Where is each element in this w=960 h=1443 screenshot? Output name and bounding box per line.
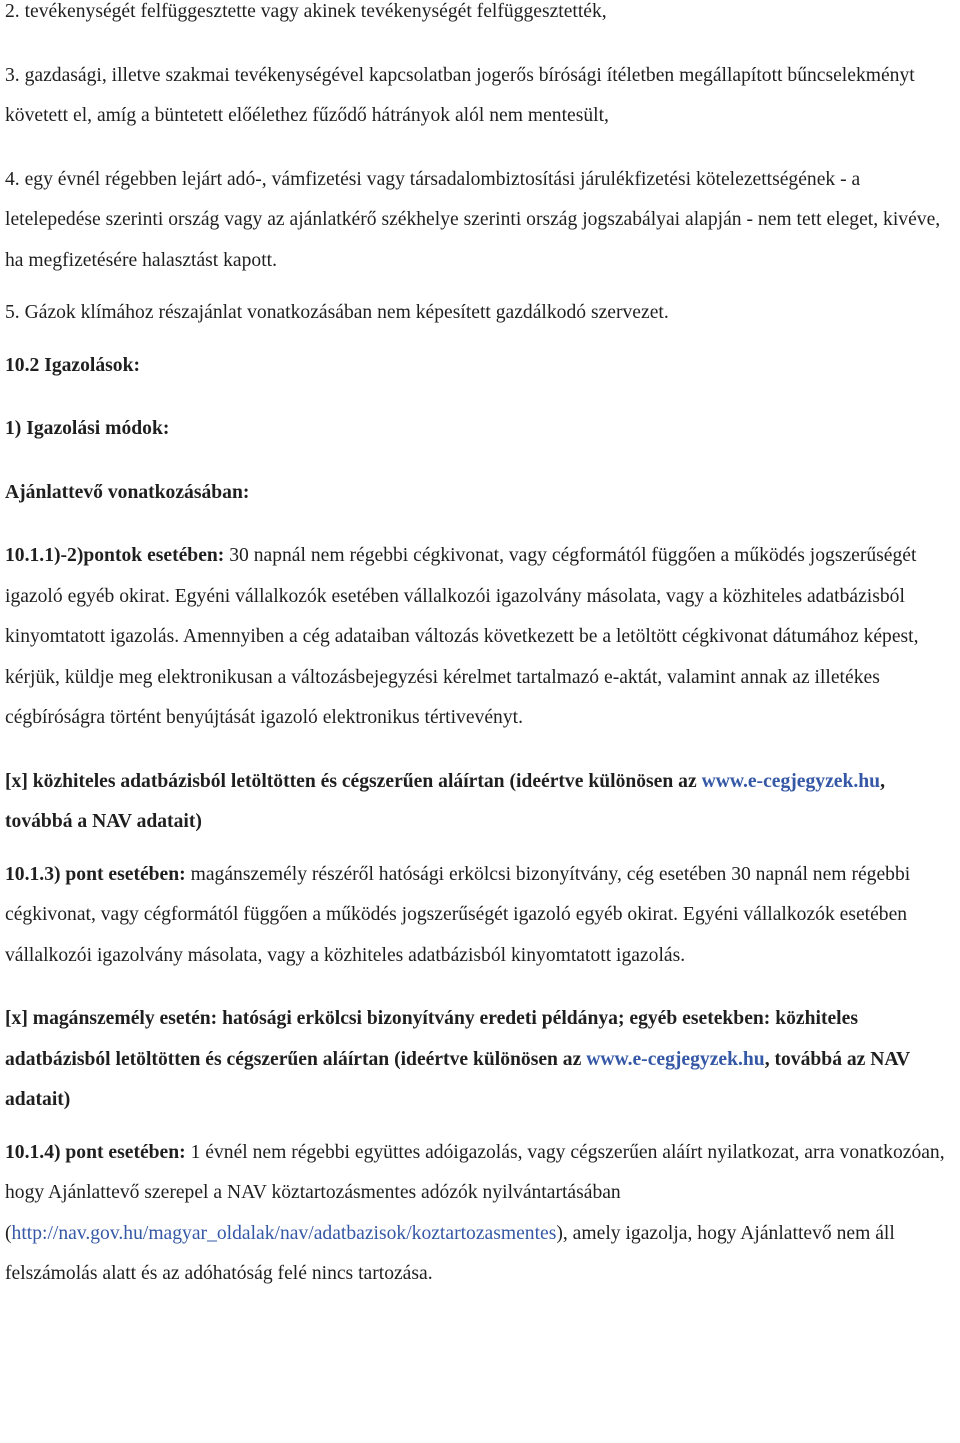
heading-ajanlattevo (5, 473, 957, 514)
heading-igazolasi-modok-text: 1) Igazolási módok: (5, 418, 170, 439)
checkbox-line-1 (5, 762, 957, 843)
section-10-1-3 (5, 855, 957, 977)
heading-igazolasi-modok (5, 409, 957, 450)
section-10-1-4 (5, 1133, 957, 1295)
list-item-5: 5. Gázok klímához részajánlat vonatkozásában nem képesített gazdálkodó szervezet. (5, 302, 669, 323)
checkbox-line-1-tail: , továbbá a NAV adatait) (5, 770, 885, 832)
section-10-1-1-2-label: 10.1.1)-2)pontok esetében: (5, 545, 225, 566)
section-10-1-1-2-text: 30 napnál nem régebbi cégkivonat, vagy cégformától függően a működés jogszerűségét igazoló egyéb okirat. Egyéni vállalkozók esetében vállalkozói igazolvány másolata, vagy a közhiteles adatbázisból kinyomtatott igazolás. Amennyiben a cég adataiban változás következett be a letöltött cégkivonat dátumához képest, kérjük, küldje meg elektronikusan a változásbejegyzési kérelmet tartalmazó e-aktát, valamint annak az illetékes cégbíróságra történt benyújtását igazoló elektronikus tértivevényt. (5, 545, 919, 728)
section-10-1-1-2 (5, 536, 957, 739)
document-body (5, 0, 957, 1295)
section-10-1-3-text: magánszemély részéről hatósági erkölcsi bizonyítvány, cég esetében 30 napnál nem régebbi cégkivonat, vagy cégformától függően a működés jogszerűségét igazoló egyéb okirat. Egyéni vállalkozók esetében vállalkozói igazolvány másolata, vagy a közhiteles adatbázisból kinyomtatott igazolás. (5, 863, 911, 966)
section-10-1-4-text: 1 évnél nem régebbi együttes adóigazolás, vagy cégszerűen aláírt nyilatkozat, arra vonatkozóan, hogy Ajánlattevő szerepel a NAV köztartozásmentes adózók nyilvántartásában ( (5, 1141, 945, 1244)
list-item-2: 2. tevékenységét felfüggesztette vagy akinek tevékenységét felfüggesztették, (5, 1, 607, 22)
list-item-4: 4. egy évnél régebben lejárt adó-, vámfizetési vagy társadalombiztosítási járulékfizetési kötelezettségének - a letelepedése szerinti ország vagy az ajánlatkérő székhelye szerinti ország jogszabályai alapján - nem tett eleget, kivéve, ha megfizetésére halasztást kapott. (5, 168, 941, 271)
heading-igazolasok-text: 10.2 Igazolások: (5, 354, 140, 376)
heading-igazolasok (5, 346, 957, 387)
checkbox-line-2 (5, 999, 957, 1121)
checkbox-line-1-text: [x] közhiteles adatbázisból letöltötten és cégszerűen aláírtan (ideértve különösen az (5, 770, 702, 792)
checkbox-line-2-text: [x] magánszemély esetén: hatósági erkölcsi bizonyítvány eredeti példánya; egyéb esetekben: közhiteles adatbázisból letöltötten és cégszerűen aláírtan (ideértve különösen az (5, 1008, 858, 1070)
section-10-1-4-label: 10.1.4) pont esetében: (5, 1141, 186, 1163)
e-cegjegyzek-link-1[interactable]: www.e-cegjegyzek.hu (701, 770, 881, 792)
e-cegjegyzek-link-2[interactable]: www.e-cegjegyzek.hu (586, 1048, 765, 1070)
section-10-1-3-label: 10.1.3) pont esetében: (5, 863, 186, 885)
list-item-3: 3. gazdasági, illetve szakmai tevékenységével kapcsolatban jogerős bírósági ítéletben megállapított bűncselekményt követett el, amíg a büntetett előélethez fűződő hátrányok alól nem mentesült, (5, 64, 915, 126)
heading-ajanlattevo-text: Ajánlattevő vonatkozásában: (5, 481, 250, 503)
section-10-1-4-tail: ), amely igazolja, hogy Ajánlattevő nem áll felszámolás alatt és az adóhatóság felé nincs tartozása. (5, 1222, 895, 1284)
checkbox-line-2-tail: , továbbá az NAV adatait) (5, 1048, 910, 1110)
nav-koztartozasmentes-link[interactable]: http://nav.gov.hu/magyar_oldalak/nav/adatbazisok/koztartozasmentes (11, 1222, 557, 1244)
